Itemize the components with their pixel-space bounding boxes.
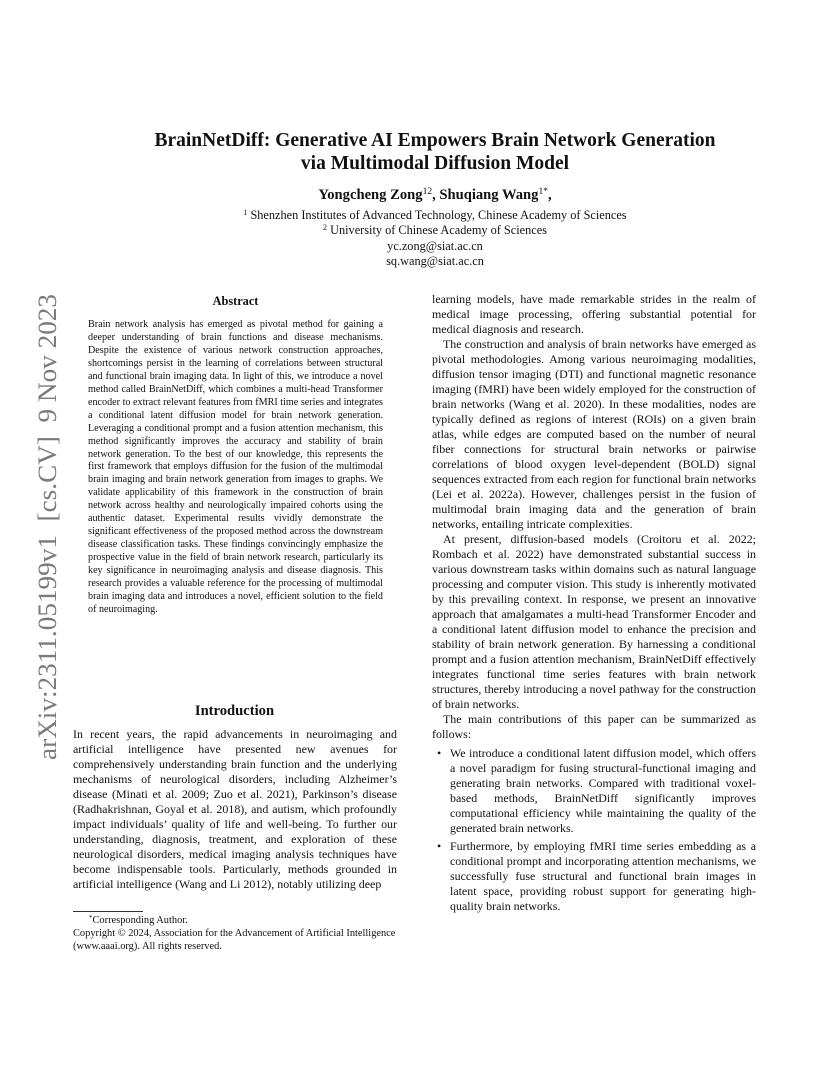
affiliation-2 bbox=[90, 223, 780, 238]
author-affiliation-mark: 12 bbox=[422, 187, 433, 197]
affiliation-mark: 1 bbox=[243, 208, 248, 217]
author-name: Yongcheng Zong bbox=[318, 187, 423, 203]
footnote-mark: * bbox=[89, 914, 93, 922]
intro-paragraph-3: At present, diffusion-based models (Croitoru et al. 2022; Rombach et al. 2022) have demonstrated substantial success in various downstream tasks within domains such as natural language processing and computer vision. This study is inherently motivated by this prevailing context. In response, we present an innovative approach that amalgamates a multi-head Transformer Encoder and a conditional latent diffusion model to enhance the precision and stability of brain network generation. By harnessing a conditional prompt and a fusion attention mechanism, BrainNetDiff effectively integrates functional time series features with brain network structures, thereby introducing a novel pathway for the construction of brain networks. bbox=[432, 532, 756, 711]
intro-paragraph-1: In recent years, the rapid advancements in neuroimaging and artificial intelligence have presented new avenues for comprehensively understanding brain function and the underlying mechanisms of neurological disorders, including Alzheimer’s disease (Minati et al. 2009; Zuo et al. 2021), Parkinson’s disease (Radhakrishnan, Goyal et al. 2018), and autism, which profoundly impact individuals’ quality of life and well-being. To further our understanding, diagnosis, treatment, and exploration of these neurological disorders, medical imaging analysis techniques have become indispensable tools. Particularly, methods grounded in artificial intelligence (Wang and Li 2012), notably utilizing deep bbox=[73, 727, 397, 891]
footnote bbox=[73, 914, 397, 953]
abstract-heading: Abstract bbox=[212, 294, 259, 308]
author-list bbox=[90, 186, 780, 204]
author-name: Shuqiang Wang bbox=[439, 187, 539, 203]
title-line-2: via Multimodal Diffusion Model bbox=[300, 153, 570, 174]
author-email: sq.wang@siat.ac.cn bbox=[386, 254, 484, 269]
contribution-text: We introduce a conditional latent diffusion model, which offers a novel paradigm for fusing structural-functional imaging and generating brain networks. Compared with traditional voxel-based methods, BrainNetDiff significantly improves computational efficiency while maintaining the quality of the generated brain networks. bbox=[450, 746, 756, 835]
introduction-heading: Introduction bbox=[194, 703, 275, 719]
affiliation-1 bbox=[90, 208, 780, 223]
affiliation-mark: 2 bbox=[323, 223, 328, 233]
bullet-icon: • bbox=[437, 746, 442, 760]
author-separator: , bbox=[432, 187, 440, 203]
footnote-copyright: Copyright © 2024, Association for the Advancement of Artificial Intelligence (www.aaai.org). All rights reserved. bbox=[73, 928, 396, 952]
intro-paragraph-4: The main contributions of this paper can be summarized as follows: bbox=[432, 712, 756, 741]
list-item bbox=[432, 839, 756, 914]
author-affiliation-mark: 1* bbox=[538, 187, 548, 197]
author-email: yc.zong@siat.ac.cn bbox=[387, 238, 483, 253]
list-item bbox=[432, 746, 756, 836]
footnote-corresponding bbox=[73, 914, 397, 927]
affiliation-text: Shenzhen Institutes of Advanced Technology, Chinese Academy of Sciences bbox=[247, 208, 627, 222]
affiliations bbox=[90, 208, 780, 270]
arxiv-stamp bbox=[26, 290, 66, 760]
bullet-icon: • bbox=[437, 839, 442, 853]
title-line-1: BrainNetDiff: Generative AI Empowers Brain Network Generation bbox=[154, 130, 716, 151]
right-column bbox=[432, 292, 756, 917]
intro-paragraph-1-continued: learning models, have made remarkable strides in the realm of medical image processing, offering substantial potential for medical diagnosis and research. bbox=[432, 292, 756, 336]
footnote-divider bbox=[73, 911, 143, 912]
paper-title bbox=[90, 129, 780, 175]
arxiv-stamp-text: arXiv:2311.05199v1 [cs.CV] 9 Nov 2023 bbox=[33, 314, 62, 760]
abstract-text: Brain network analysis has emerged as pivotal method for gaining a deeper understanding of brain functions and disease mechanisms. Despite the existence of various network construction approaches, shortcomings persist in the learning of correlations between structural and functional brain imaging data. In light of this, we introduce a novel method called BrainNetDiff, which combines a multi-head Transformer encoder to extract relevant features from fMRI time series and integrates a conditional latent diffusion model for brain network generation. Leveraging a conditional prompt and a fusion attention mechanism, this method significantly improves the accuracy and stability of brain network generation. To the best of our knowledge, this represents the first framework that employs diffusion for the fusion of the multimodal brain imaging and brain network generation from images to graphs. We validate applicability of this framework in the construction of brain network across healthy and neurologically impaired cohorts using the authentic dataset. Experimental results vividly demonstrate the significant effectiveness of the proposed method across the downstream disease classification tasks. These findings convincingly emphasize the prospective value in the field of brain network research, particularly its key significance in neuroimaging analysis and disease diagnosis. This research provides a valuable reference for the processing of multimodal brain imaging data and introduces a novel, efficient solution to the field of neuroimaging. bbox=[88, 319, 383, 615]
contribution-text: Furthermore, by employing fMRI time series embedding as a conditional prompt and incorporating attention mechanisms, we successfully fuse structural and functional brain images in latent space, providing robust support for generating high-quality brain networks. bbox=[450, 839, 756, 913]
intro-paragraph-2: The construction and analysis of brain networks have emerged as pivotal methodologies. Among various neuroimaging modalities, diffusion tensor imaging (DTI) and functional magnetic resonance imaging (fMRI) have been widely employed for the construction of brain networks (Wang et al. 2020). In these modalities, nodes are typically defined as regions of interest (ROIs) on a given brain atlas, while edges are computed based on the number of neural fiber connections for structural brain networks or pairwise correlations of blood oxygen level-dependent (BOLD) signal sequences extracted from each region for functional brain networks (Lei et al. 2022a). However, challenges persist in the fusion of multimodal brain imaging data and the generation of brain networks, entailing intricate complexities. bbox=[432, 337, 756, 531]
footnote-corresponding-text: Corresponding Author. bbox=[92, 915, 188, 926]
affiliation-text: University of Chinese Academy of Sciences bbox=[327, 223, 547, 238]
contributions-list bbox=[432, 746, 756, 914]
author-list-tail: , bbox=[547, 187, 552, 203]
